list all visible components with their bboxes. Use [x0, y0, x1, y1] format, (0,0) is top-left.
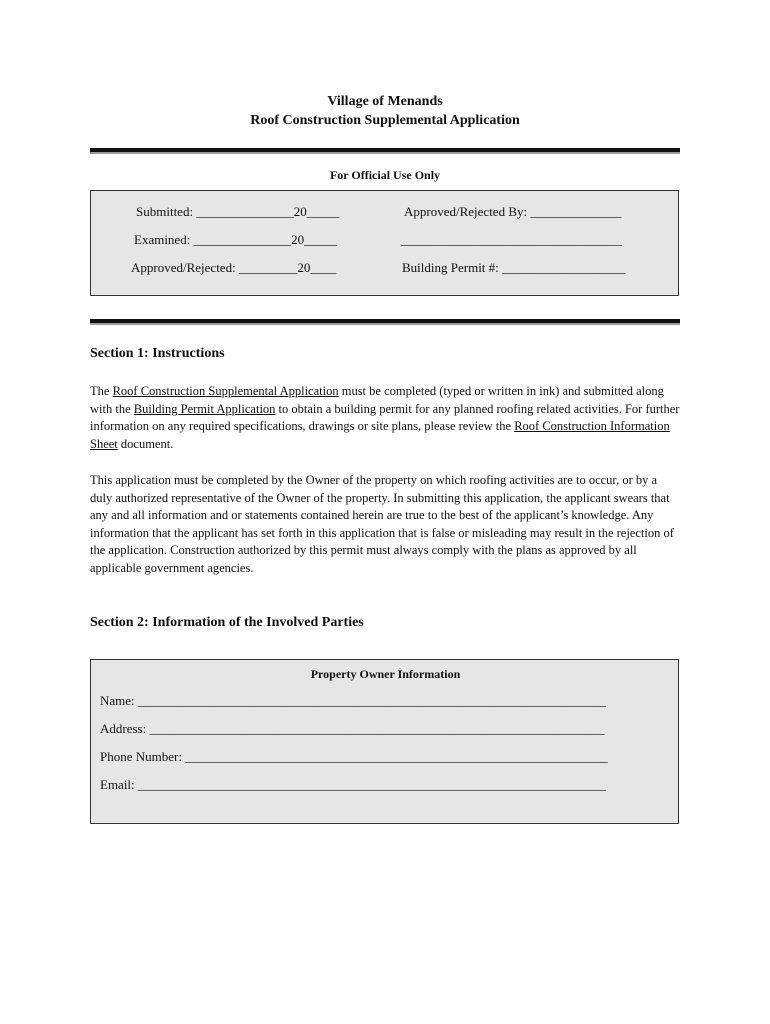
- document-title-form: Roof Construction Supplemental Application: [250, 113, 520, 128]
- divider-middle: [90, 319, 680, 323]
- instructions-paragraph-1: [90, 383, 680, 453]
- approved-rejected-by-field[interactable]: Approved/Rejected By: ______________: [404, 204, 622, 219]
- signature-blank-line[interactable]: __________________________________: [401, 232, 622, 247]
- instructions-paragraph-2: This application must be completed by the Owner of the property on which roofing activities are to occur, or by a duly authorized representative of the Owner of the property. In submitting this application, the applicant swears that any and all information and or statements contained herein are true to the best of the applicant’s knowledge. Any information that the applicant has set forth in this application that is false or misleading may result in the rejection of the application. Construction authorized by this permit must always comply with the plans as approved by all applicable government agencies.: [90, 473, 674, 575]
- submitted-field[interactable]: Submitted: _______________20_____: [136, 204, 340, 219]
- owner-address-field[interactable]: Address: ______________________________________________________________________: [100, 721, 605, 736]
- divider-top: [90, 148, 680, 152]
- approved-rejected-field[interactable]: Approved/Rejected: _________20____: [131, 260, 337, 275]
- official-use-heading: For Official Use Only: [329, 168, 441, 182]
- p1-text-b: must be completed (typed or written in ink) and submitted along with the: [90, 384, 664, 416]
- owner-phone-field[interactable]: Phone Number: _________________________________________________________________: [100, 749, 608, 764]
- owner-email-field[interactable]: Email: ________________________________________________________________________: [100, 777, 606, 792]
- p1-text-a: The: [90, 384, 113, 398]
- p1-text-d: document.: [117, 436, 174, 451]
- section-2-heading: Section 2: Information of the Involved Parties: [90, 615, 364, 630]
- roof-application-link[interactable]: Roof Construction Supplemental Application: [112, 384, 339, 398]
- section-1-heading: Section 1: Instructions: [90, 346, 225, 361]
- roof-info-sheet-link[interactable]: Roof Construction Information Sheet: [90, 419, 670, 451]
- property-owner-box: [90, 659, 679, 824]
- property-owner-heading: Property Owner Information: [310, 667, 461, 681]
- examined-field[interactable]: Examined: _______________20_____: [134, 232, 337, 247]
- building-permit-field[interactable]: Building Permit #: ___________________: [402, 260, 626, 275]
- official-use-box: [90, 190, 679, 296]
- p1-text-c: to obtain a building permit for any planned roofing related activities. For further information on any required specifications, drawings or site plans, please review the: [90, 401, 680, 433]
- building-permit-application-link[interactable]: Building Permit Application: [133, 401, 276, 416]
- document-title-municipality: Village of Menands: [327, 94, 443, 109]
- owner-name-field[interactable]: Name: ________________________________________________________________________: [100, 693, 606, 708]
